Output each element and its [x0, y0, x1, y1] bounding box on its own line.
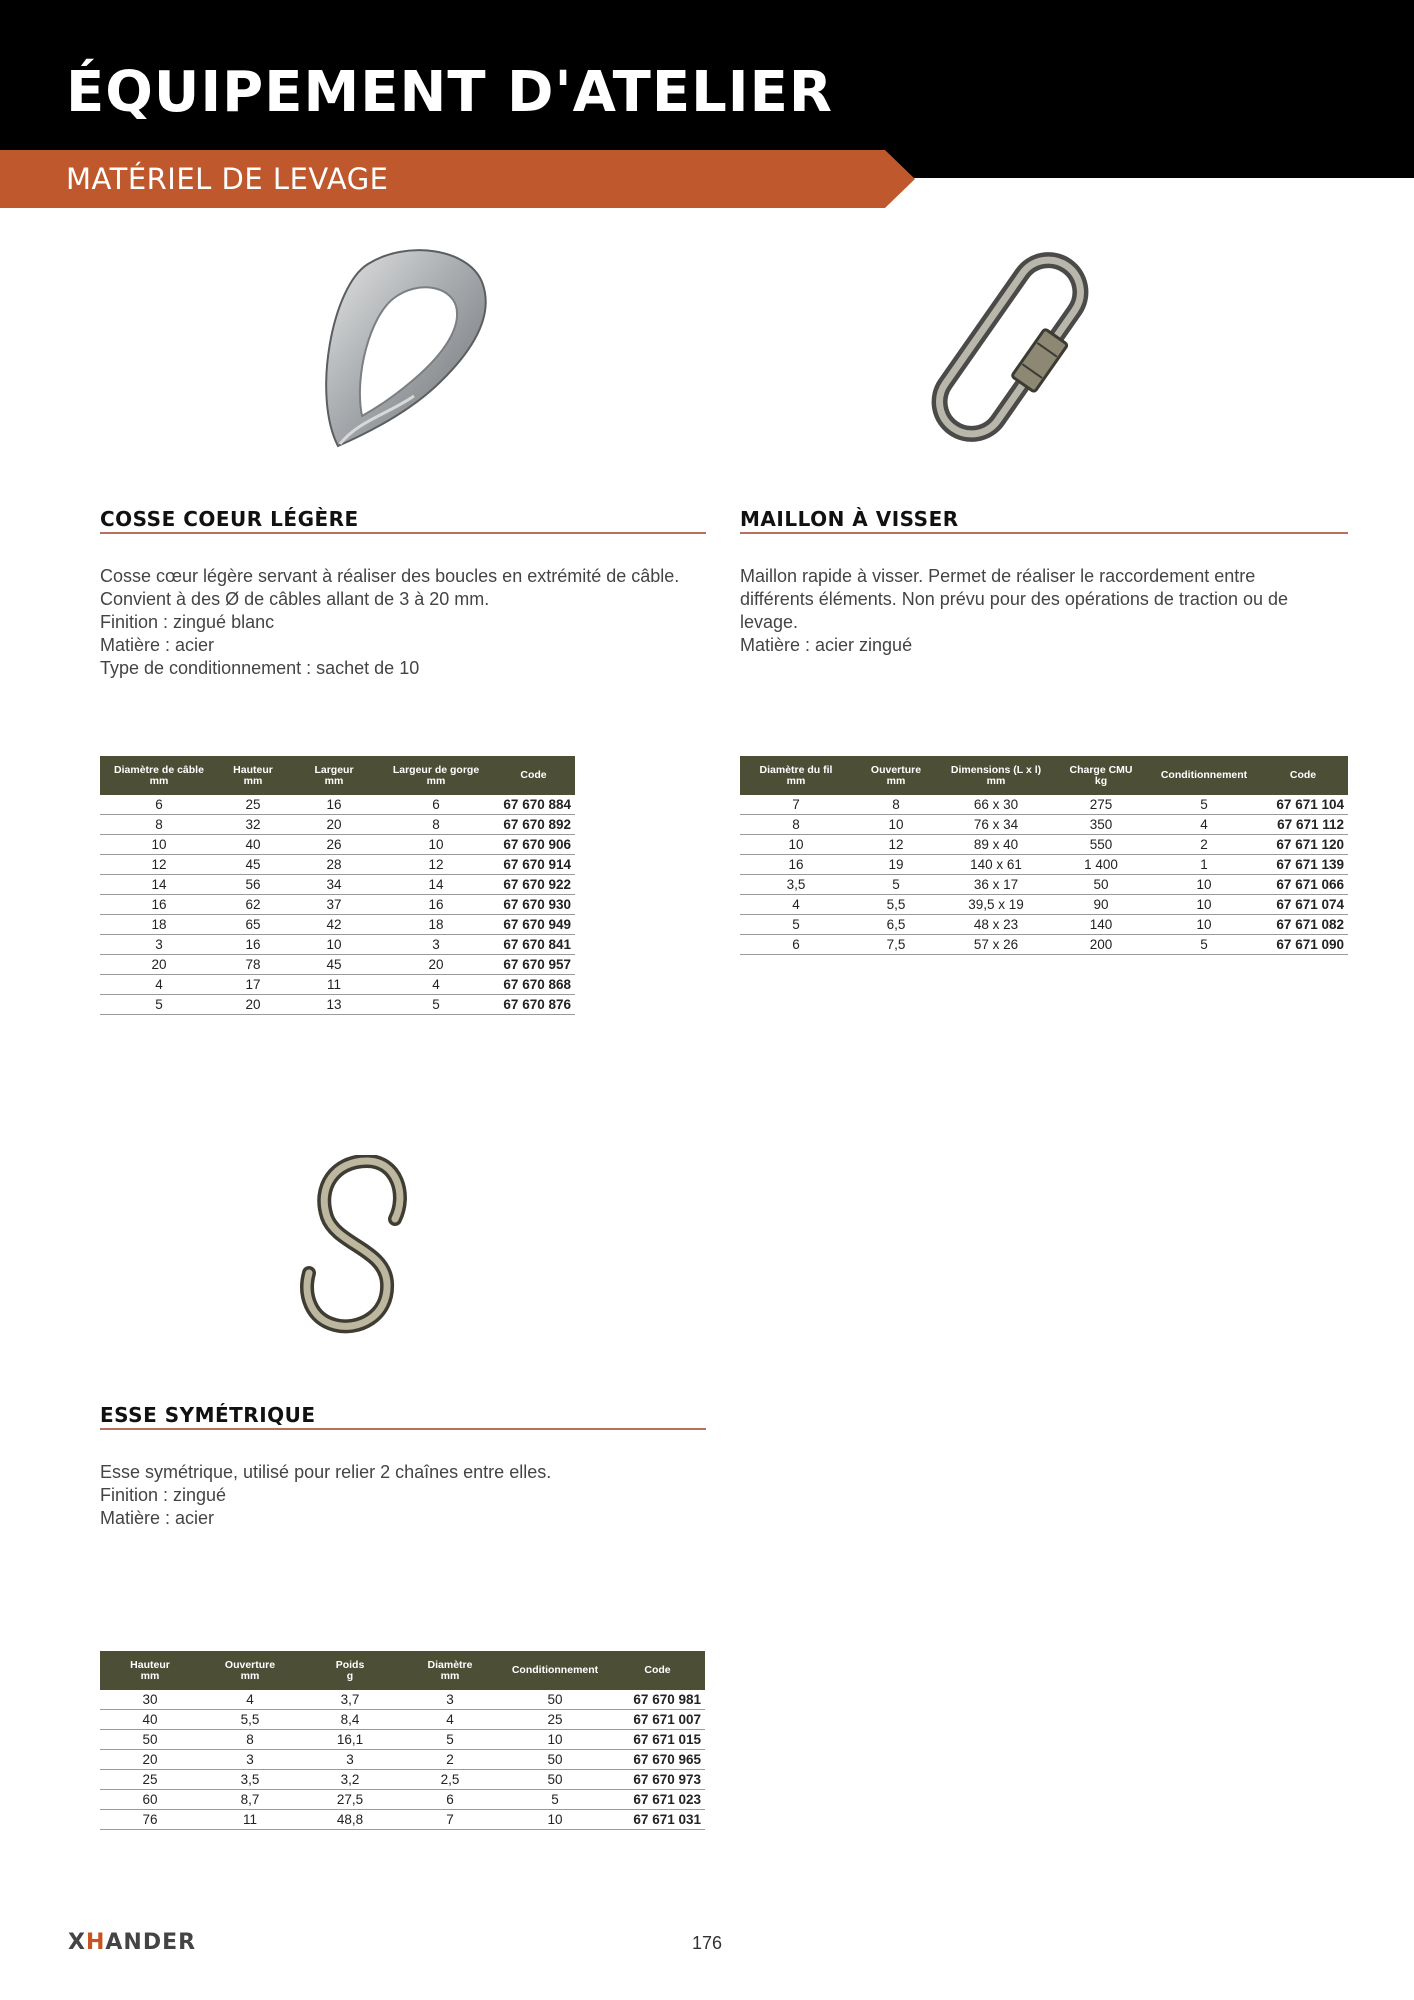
column-header-unit: mm: [240, 1669, 260, 1682]
page-title: ÉQUIPEMENT D'ATELIER: [66, 60, 833, 125]
table-cell: 2: [1150, 835, 1258, 855]
table-cell: 76 x 34: [940, 815, 1052, 835]
table-cell: 8,4: [300, 1710, 400, 1730]
table-row: [100, 1730, 705, 1750]
table-cell: 16: [380, 895, 492, 915]
table-cell: 3,2: [300, 1770, 400, 1790]
column-header-unit: mm: [786, 774, 806, 787]
table-cell: 550: [1052, 835, 1150, 855]
table-cell: 4: [100, 975, 218, 995]
column-header-label: Poids: [335, 1658, 365, 1671]
table-cell: 57 x 26: [940, 935, 1052, 955]
table-cell: 5: [500, 1790, 610, 1810]
thimble-icon: [318, 246, 493, 451]
table-cell: 2: [400, 1750, 500, 1770]
table-cell: 3: [200, 1750, 300, 1770]
table-cell: 5: [852, 875, 940, 895]
table-cell: 50: [1052, 875, 1150, 895]
table-cell: 3: [300, 1750, 400, 1770]
quick-link-icon: [920, 242, 1100, 452]
table-cell: 12: [380, 855, 492, 875]
column-header: [400, 1651, 500, 1690]
column-header: [380, 756, 492, 795]
product-code-cell: 67 670 957: [492, 955, 575, 975]
table-cell: 16,1: [300, 1730, 400, 1750]
table-cell: 2,5: [400, 1770, 500, 1790]
table-cell: 50: [500, 1770, 610, 1790]
column-header: [500, 1651, 610, 1690]
column-header: [492, 756, 575, 795]
table-cell: 16: [288, 795, 380, 815]
description-line: Matière : acier: [100, 1508, 215, 1528]
table-cell: 40: [100, 1710, 200, 1730]
table-cell: 4: [200, 1690, 300, 1710]
table-cell: 76: [100, 1810, 200, 1830]
product-code-cell: 67 671 007: [610, 1710, 705, 1730]
table-row: [100, 835, 575, 855]
table-cell: 4: [380, 975, 492, 995]
product-code-cell: 67 670 965: [610, 1750, 705, 1770]
table-cell: 20: [288, 815, 380, 835]
table-row: [100, 855, 575, 875]
column-header-unit: mm: [140, 1669, 160, 1682]
table-cell: 6,5: [852, 915, 940, 935]
table-cell: 6: [400, 1790, 500, 1810]
table-cell: 28: [288, 855, 380, 875]
table-cell: 200: [1052, 935, 1150, 955]
table-cell: 10: [1150, 895, 1258, 915]
table-cell: 3: [380, 935, 492, 955]
table-cell: 8: [100, 815, 218, 835]
product-title-thimble: COSSE COEUR LÉGÈRE: [100, 507, 359, 531]
table-cell: 20: [100, 1750, 200, 1770]
table-row: [100, 995, 575, 1015]
table-cell: 3: [100, 935, 218, 955]
product-code-cell: 67 670 930: [492, 895, 575, 915]
table-cell: 18: [100, 915, 218, 935]
column-header-unit: mm: [149, 774, 169, 787]
column-header-unit: mm: [324, 774, 344, 787]
table-cell: 20: [218, 995, 288, 1015]
table-cell: 20: [380, 955, 492, 975]
table-cell: 5,5: [852, 895, 940, 915]
page-number: 176: [692, 1933, 723, 1953]
product-code-cell: 67 671 104: [1258, 795, 1348, 815]
product-code-cell: 67 670 949: [492, 915, 575, 935]
table-header-row: [100, 1651, 705, 1690]
product-code-cell: 67 671 023: [610, 1790, 705, 1810]
table-cell: 10: [1150, 915, 1258, 935]
column-header: [852, 756, 940, 795]
table-cell: 89 x 40: [940, 835, 1052, 855]
column-header-unit: mm: [243, 774, 263, 787]
table-cell: 10: [288, 935, 380, 955]
column-header: [288, 756, 380, 795]
table-row: [740, 935, 1348, 955]
product-code-cell: 67 671 112: [1258, 815, 1348, 835]
spec-table-thimble: [100, 756, 575, 1015]
table-cell: 34: [288, 875, 380, 895]
table-cell: 20: [100, 955, 218, 975]
column-header: [940, 756, 1052, 795]
column-header: [740, 756, 852, 795]
table-row: [100, 1750, 705, 1770]
table-cell: 8: [852, 795, 940, 815]
table-cell: 13: [288, 995, 380, 1015]
table-row: [740, 895, 1348, 915]
column-header-label: Code: [520, 769, 547, 781]
description-line: différents éléments. Non prévu pour des opérations de traction ou de: [740, 589, 1289, 609]
table-row: [100, 935, 575, 955]
table-cell: 6: [740, 935, 852, 955]
table-cell: 12: [852, 835, 940, 855]
table-cell: 8: [740, 815, 852, 835]
column-header: [1052, 756, 1150, 795]
product-code-cell: 67 670 922: [492, 875, 575, 895]
table-cell: 7: [400, 1810, 500, 1830]
table-cell: 25: [218, 795, 288, 815]
table-cell: 275: [1052, 795, 1150, 815]
product-code-cell: 67 671 120: [1258, 835, 1348, 855]
table-cell: 66 x 30: [940, 795, 1052, 815]
table-cell: 10: [1150, 875, 1258, 895]
table-cell: 7,5: [852, 935, 940, 955]
column-header: [218, 756, 288, 795]
column-header-label: Conditionnement: [511, 1664, 599, 1676]
column-header-label: Largeur de gorge: [392, 763, 480, 776]
column-header: [610, 1651, 705, 1690]
table-row: [740, 915, 1348, 935]
brand-logo: XHANDER: [68, 1930, 197, 1955]
table-row: [100, 1770, 705, 1790]
table-cell: 78: [218, 955, 288, 975]
column-header-label: Charge CMU: [1069, 763, 1133, 776]
column-header-label: Diamètre de câble: [114, 763, 204, 776]
column-header-label: Hauteur: [233, 763, 273, 776]
table-row: [100, 1690, 705, 1710]
product-description-thimble: [100, 565, 679, 680]
column-header-unit: mm: [426, 774, 446, 787]
table-cell: 7: [740, 795, 852, 815]
table-row: [100, 815, 575, 835]
description-line: Convient à des Ø de câbles allant de 3 à 20 mm.: [100, 589, 490, 609]
column-header-label: Hauteur: [130, 1658, 170, 1671]
column-header-unit: mm: [986, 774, 1006, 787]
table-cell: 6: [100, 795, 218, 815]
table-cell: 65: [218, 915, 288, 935]
table-row: [100, 955, 575, 975]
table-cell: 16: [100, 895, 218, 915]
product-code-cell: 67 671 074: [1258, 895, 1348, 915]
table-cell: 5: [380, 995, 492, 1015]
table-cell: 4: [400, 1710, 500, 1730]
product-title-quick-link: MAILLON À VISSER: [740, 507, 959, 531]
table-cell: 14: [100, 875, 218, 895]
table-cell: 1: [1150, 855, 1258, 875]
column-header: [100, 1651, 200, 1690]
table-cell: 10: [380, 835, 492, 855]
table-cell: 45: [288, 955, 380, 975]
column-header-label: Code: [644, 1664, 671, 1676]
description-line: Matière : acier: [100, 635, 215, 655]
table-cell: 18: [380, 915, 492, 935]
table-row: [100, 1790, 705, 1810]
table-cell: 140 x 61: [940, 855, 1052, 875]
table-row: [100, 795, 575, 815]
description-line: Finition : zingué blanc: [100, 612, 275, 632]
column-header-label: Ouverture: [224, 1658, 276, 1671]
table-cell: 36 x 17: [940, 875, 1052, 895]
table-cell: 4: [1150, 815, 1258, 835]
description-line: Maillon rapide à visser. Permet de réaliser le raccordement entre: [740, 566, 1256, 586]
spec-table-s-hook: [100, 1651, 705, 1830]
table-cell: 25: [100, 1770, 200, 1790]
table-row: [100, 875, 575, 895]
column-header-label: Ouverture: [870, 763, 922, 776]
description-line: Type de conditionnement : sachet de 10: [100, 658, 420, 678]
column-header-unit: mm: [440, 1669, 460, 1682]
table-cell: 50: [500, 1750, 610, 1770]
table-cell: 8,7: [200, 1790, 300, 1810]
table-cell: 12: [100, 855, 218, 875]
table-cell: 10: [100, 835, 218, 855]
description-line: Esse symétrique, utilisé pour relier 2 chaînes entre elles.: [100, 1462, 552, 1482]
column-header: [1258, 756, 1348, 795]
table-cell: 3,7: [300, 1690, 400, 1710]
table-cell: 8: [380, 815, 492, 835]
divider: [100, 1428, 706, 1430]
table-cell: 50: [100, 1730, 200, 1750]
table-cell: 4: [740, 895, 852, 915]
table-cell: 5,5: [200, 1710, 300, 1730]
table-cell: 1 400: [1052, 855, 1150, 875]
table-cell: 30: [100, 1690, 200, 1710]
table-cell: 62: [218, 895, 288, 915]
table-row: [100, 915, 575, 935]
table-cell: 45: [218, 855, 288, 875]
product-code-cell: 67 670 868: [492, 975, 575, 995]
column-header: [200, 1651, 300, 1690]
product-description-quick-link: [740, 565, 1288, 657]
column-header-label: Conditionnement: [1160, 769, 1248, 781]
table-cell: 37: [288, 895, 380, 915]
table-cell: 56: [218, 875, 288, 895]
s-hook-icon: [295, 1155, 417, 1335]
table-row: [740, 835, 1348, 855]
product-code-cell: 67 670 914: [492, 855, 575, 875]
product-code-cell: 67 671 090: [1258, 935, 1348, 955]
product-description-s-hook: [100, 1461, 551, 1530]
table-row: [740, 875, 1348, 895]
description-line: Finition : zingué: [100, 1485, 227, 1505]
table-cell: 27,5: [300, 1790, 400, 1810]
divider: [740, 532, 1348, 534]
product-code-cell: 67 670 981: [610, 1690, 705, 1710]
table-cell: 5: [400, 1730, 500, 1750]
column-header-unit: mm: [886, 774, 906, 787]
column-header-label: Dimensions (L x l): [950, 763, 1042, 776]
table-cell: 6: [380, 795, 492, 815]
table-cell: 5: [100, 995, 218, 1015]
table-cell: 3,5: [740, 875, 852, 895]
table-cell: 90: [1052, 895, 1150, 915]
divider: [100, 532, 706, 534]
column-header-label: Diamètre du fil: [759, 763, 833, 776]
product-code-cell: 67 670 906: [492, 835, 575, 855]
table-cell: 17: [218, 975, 288, 995]
product-code-cell: 67 670 973: [610, 1770, 705, 1790]
table-cell: 25: [500, 1710, 610, 1730]
description-line: Matière : acier zingué: [740, 635, 913, 655]
table-row: [100, 1810, 705, 1830]
table-cell: 40: [218, 835, 288, 855]
table-cell: 3,5: [200, 1770, 300, 1790]
column-header-label: Code: [1289, 769, 1317, 781]
table-cell: 3: [400, 1690, 500, 1710]
product-code-cell: 67 670 876: [492, 995, 575, 1015]
product-code-cell: 67 670 884: [492, 795, 575, 815]
table-row: [740, 815, 1348, 835]
column-header-label: Diamètre: [427, 1658, 473, 1671]
column-header-label: Largeur: [314, 763, 354, 776]
product-code-cell: 67 670 892: [492, 815, 575, 835]
table-cell: 10: [500, 1730, 610, 1750]
table-cell: 5: [740, 915, 852, 935]
product-code-cell: 67 671 015: [610, 1730, 705, 1750]
table-cell: 140: [1052, 915, 1150, 935]
table-cell: 11: [288, 975, 380, 995]
table-cell: 48 x 23: [940, 915, 1052, 935]
table-cell: 5: [1150, 795, 1258, 815]
product-code-cell: 67 671 082: [1258, 915, 1348, 935]
table-cell: 16: [740, 855, 852, 875]
table-cell: 42: [288, 915, 380, 935]
column-header: [1150, 756, 1258, 795]
table-cell: 16: [218, 935, 288, 955]
product-title-s-hook: ESSE SYMÉTRIQUE: [100, 1403, 316, 1427]
table-row: [100, 1710, 705, 1730]
spec-table-quick-link: [740, 756, 1348, 955]
table-header-row: [740, 756, 1348, 795]
table-cell: 8: [200, 1730, 300, 1750]
product-code-cell: 67 671 066: [1258, 875, 1348, 895]
section-subtitle: MATÉRIEL DE LEVAGE: [66, 162, 389, 196]
table-cell: 60: [100, 1790, 200, 1810]
product-code-cell: 67 671 031: [610, 1810, 705, 1830]
table-row: [100, 975, 575, 995]
product-code-cell: 67 670 841: [492, 935, 575, 955]
table-cell: 5: [1150, 935, 1258, 955]
column-header: [100, 756, 218, 795]
description-line: levage.: [740, 612, 799, 632]
table-row: [740, 795, 1348, 815]
table-cell: 10: [852, 815, 940, 835]
product-code-cell: 67 671 139: [1258, 855, 1348, 875]
table-row: [100, 895, 575, 915]
table-cell: 10: [500, 1810, 610, 1830]
table-cell: 26: [288, 835, 380, 855]
table-cell: 350: [1052, 815, 1150, 835]
table-header-row: [100, 756, 575, 795]
description-line: Cosse cœur légère servant à réaliser des boucles en extrémité de câble.: [100, 566, 680, 586]
table-cell: 50: [500, 1690, 610, 1710]
table-row: [740, 855, 1348, 875]
column-header-unit: g: [346, 1669, 354, 1682]
table-cell: 48,8: [300, 1810, 400, 1830]
table-cell: 39,5 x 19: [940, 895, 1052, 915]
table-cell: 19: [852, 855, 940, 875]
table-cell: 32: [218, 815, 288, 835]
column-header-unit: kg: [1094, 774, 1108, 787]
column-header: [300, 1651, 400, 1690]
table-cell: 11: [200, 1810, 300, 1830]
table-cell: 10: [740, 835, 852, 855]
table-cell: 14: [380, 875, 492, 895]
